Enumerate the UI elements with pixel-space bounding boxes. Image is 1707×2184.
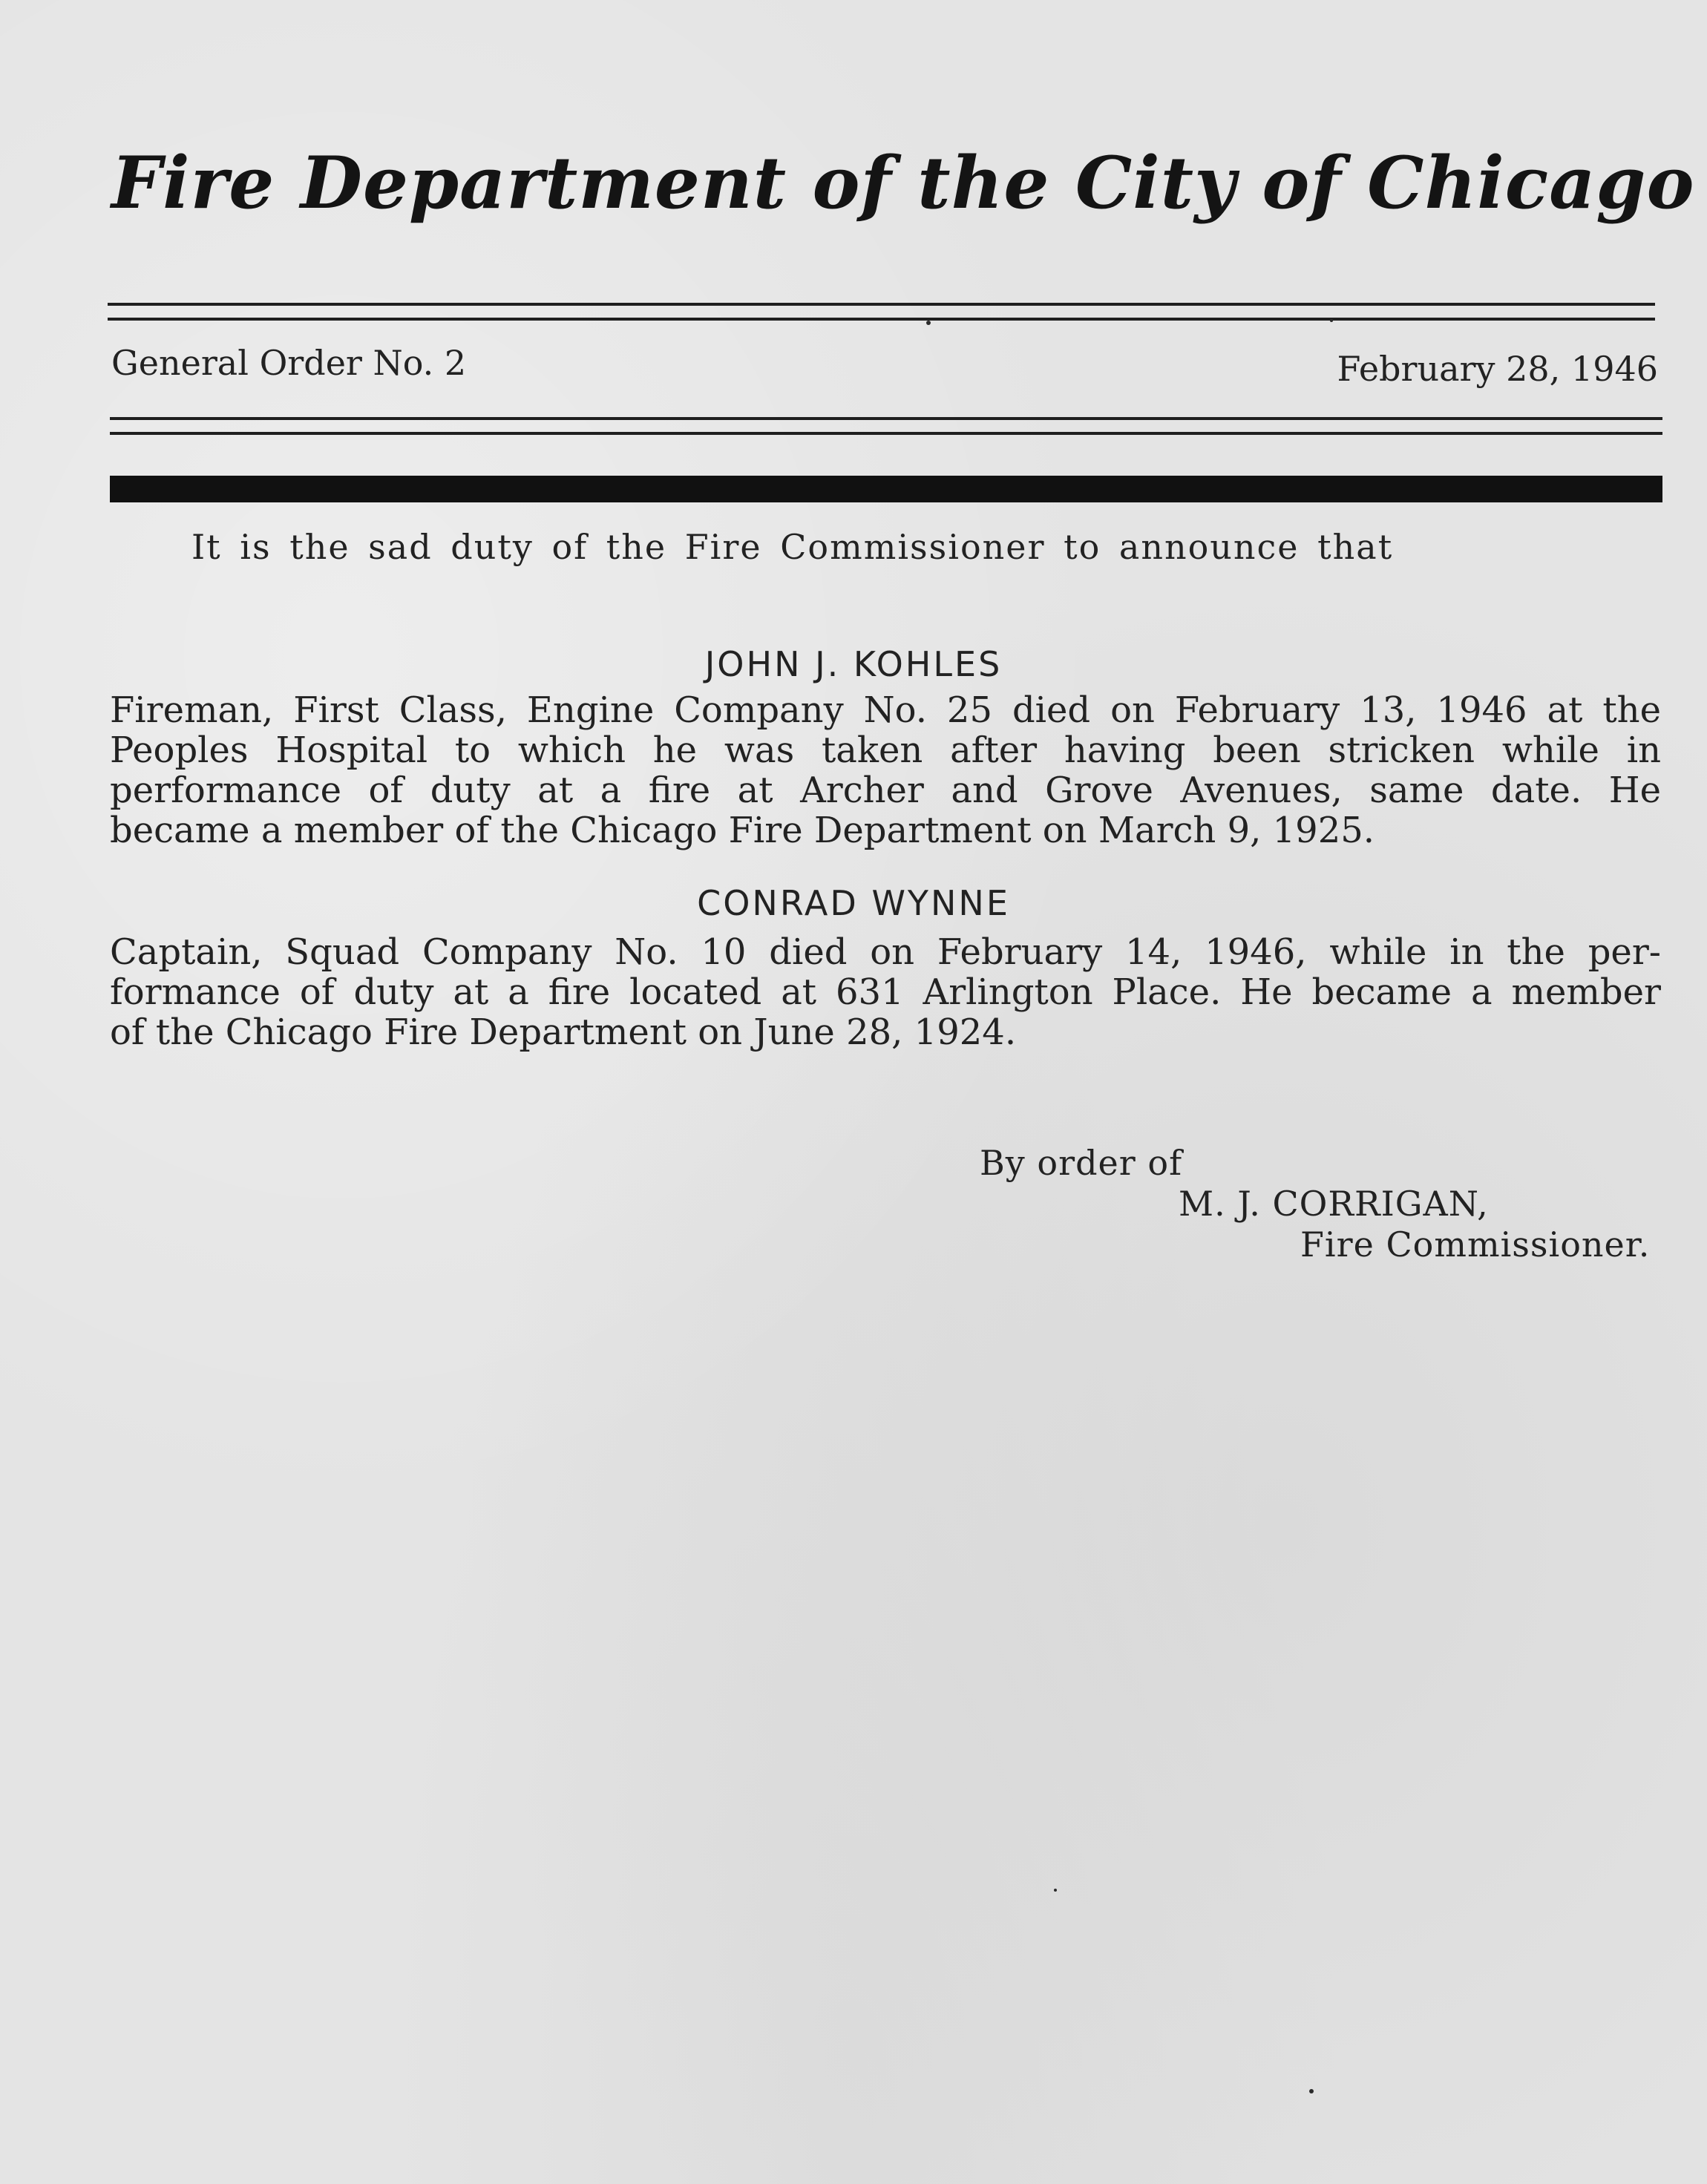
middle-rule-upper — [110, 417, 1662, 420]
order-date: February 28, 1946 — [1337, 349, 1658, 389]
paper-speck — [926, 321, 931, 325]
entry-name-wynne: CONRAD WYNNE — [697, 883, 1010, 923]
signature-name: M. J. CORRIGAN, — [1179, 1184, 1489, 1224]
entry-line: became a member of the Chicago Fire Department on March 9, 1925. — [110, 810, 1375, 851]
signature-title: Fire Commissioner. — [1300, 1224, 1651, 1265]
signature-by-order: By order of — [980, 1143, 1183, 1183]
entry-line: Captain, Squad Company No. 10 died on February 14, 1946, while in the per- — [110, 931, 1661, 973]
top-rule-upper — [108, 303, 1655, 306]
middle-rule-lower — [110, 432, 1662, 435]
entry-line: Fireman, First Class, Engine Company No. 25 died on February 13, 1946 at the — [110, 689, 1661, 731]
mourning-band — [110, 476, 1662, 502]
paper-speck — [1054, 1889, 1057, 1892]
entry-line: performance of duty at a fire at Archer and Grove Avenues, same date. He — [110, 770, 1661, 811]
entry-line: Peoples Hospital to which he was taken after having been stricken while in — [110, 729, 1661, 771]
masthead-title: Fire Department of the City of Chicago — [111, 141, 1695, 225]
entry-name-kohles: JOHN J. KOHLES — [704, 644, 1003, 684]
paper-speck — [1330, 319, 1333, 322]
entry-line: of the Chicago Fire Department on June 28, 1924. — [110, 1011, 1017, 1053]
top-rule-lower — [108, 318, 1655, 321]
intro-text: It is the sad duty of the Fire Commissioner to announce that — [191, 527, 1394, 567]
general-order-number: General Order No. 2 — [111, 343, 467, 383]
entry-body-kohles — [110, 690, 1661, 850]
entry-line: formance of duty at a fire located at 631 Arlington Place. He became a member — [110, 971, 1661, 1013]
paper-speck — [1309, 2089, 1314, 2093]
entry-body-wynne — [110, 932, 1661, 1052]
